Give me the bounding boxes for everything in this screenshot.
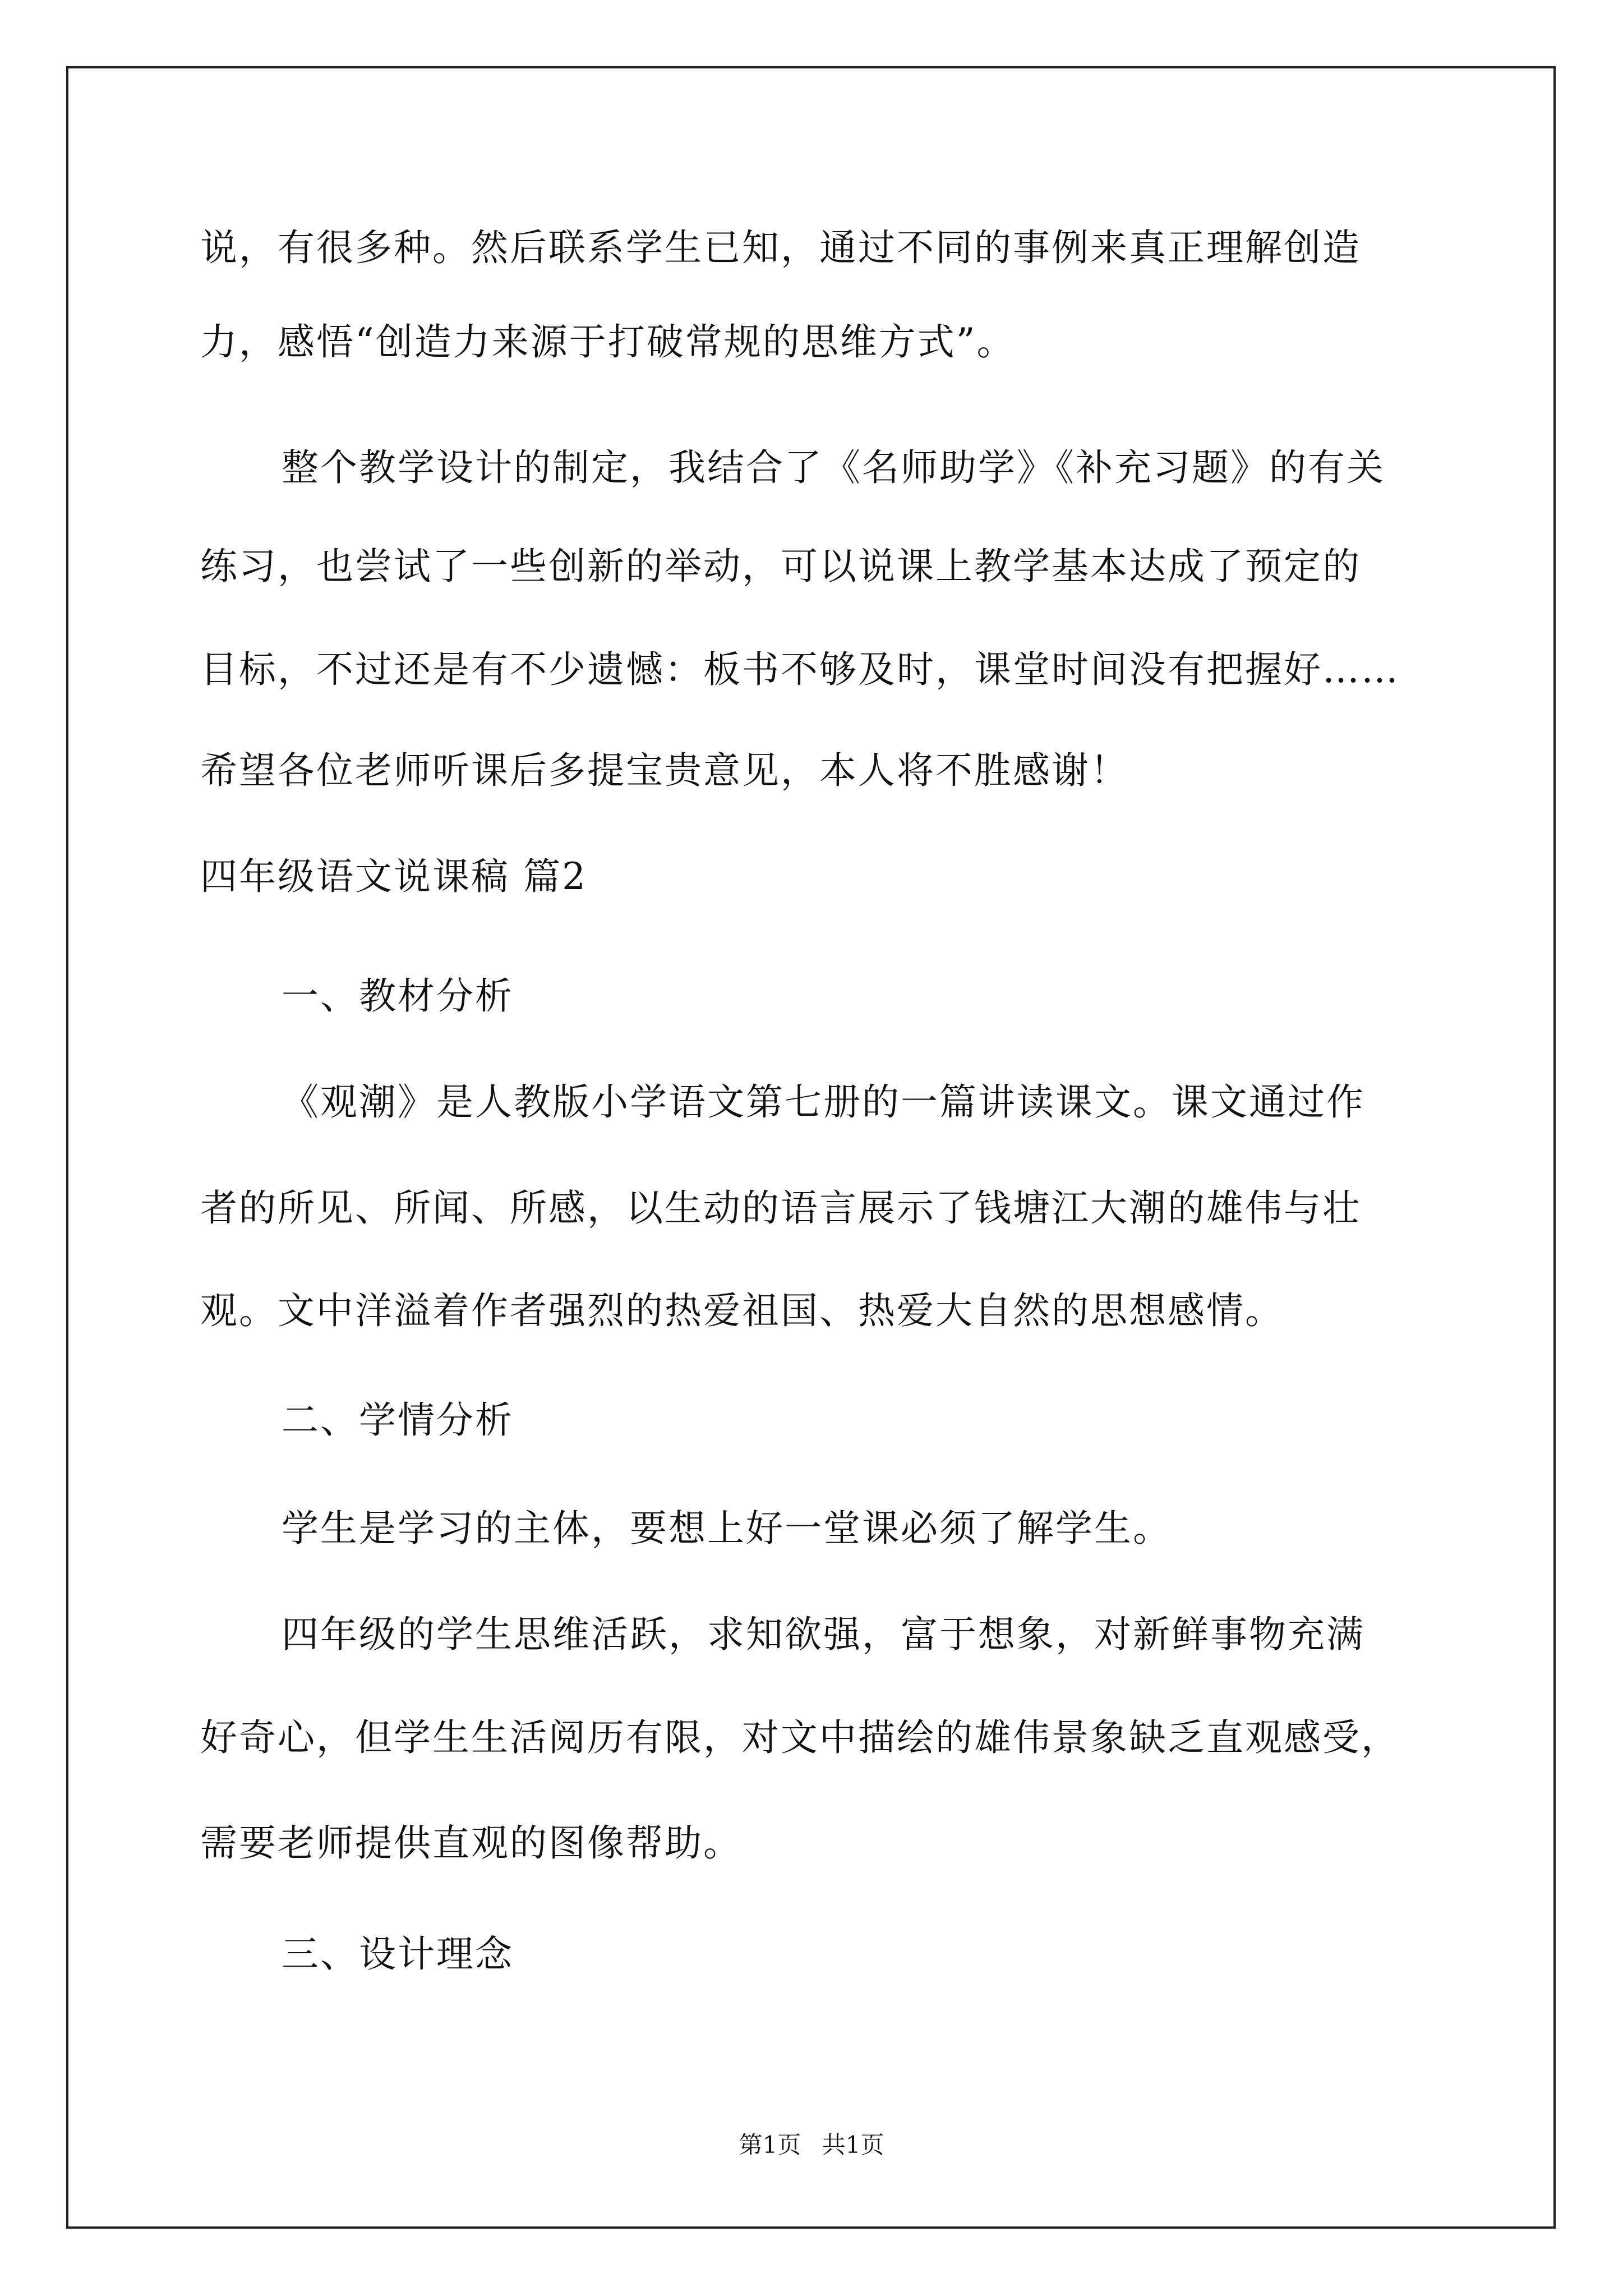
page-number-current: 第1页 [739, 2131, 801, 2159]
subsection-heading: 三、设计理念 [282, 1932, 514, 1976]
text-line: 四年级的学生思维活跃，求知欲强，富于想象，对新鲜事物充满 [282, 1613, 1365, 1656]
text-line: 整个教学设计的制定，我结合了《名师助学》《补充习题》的有关 [282, 446, 1385, 489]
text-line: 目标，不过还是有不少遗憾：板书不够及时，课堂时间没有把握好…… [200, 648, 1400, 691]
section-heading: 四年级语文说课稿 篇2 [200, 855, 587, 898]
text-line: 学生是学习的主体，要想上好一堂课必须了解学生。 [282, 1507, 1172, 1550]
text-line: 力，感悟“创造力来源于打破常规的思维方式”。 [200, 320, 1016, 364]
text-line: 者的所见、所闻、所感，以生动的语言展示了钱塘江大潮的雄伟与壮 [200, 1186, 1361, 1230]
text-line: 好奇心，但学生生活阅历有限，对文中描绘的雄伟景象缺乏直观感受， [200, 1716, 1400, 1759]
page-footer [0, 2131, 1623, 2159]
text-line: 练习，也尝试了一些创新的举动，可以说课上教学基本达成了预定的 [200, 545, 1361, 588]
subsection-heading: 二、学情分析 [282, 1398, 514, 1442]
page-border [66, 66, 1556, 2229]
subsection-heading: 一、教材分析 [282, 974, 514, 1018]
text-line: 希望各位老师听课后多提宝贵意见，本人将不胜感谢！ [200, 749, 1129, 792]
page-number-total: 共1页 [822, 2131, 884, 2159]
text-line: 《观潮》是人教版小学语文第七册的一篇讲读课文。课文通过作 [282, 1080, 1365, 1124]
text-line: 说，有很多种。然后联系学生已知，通过不同的事例来真正理解创造 [200, 226, 1361, 269]
text-line: 观。文中洋溢着作者强烈的热爱祖国、热爱大自然的思想感情。 [200, 1289, 1284, 1332]
text-line: 需要老师提供直观的图像帮助。 [200, 1821, 742, 1865]
